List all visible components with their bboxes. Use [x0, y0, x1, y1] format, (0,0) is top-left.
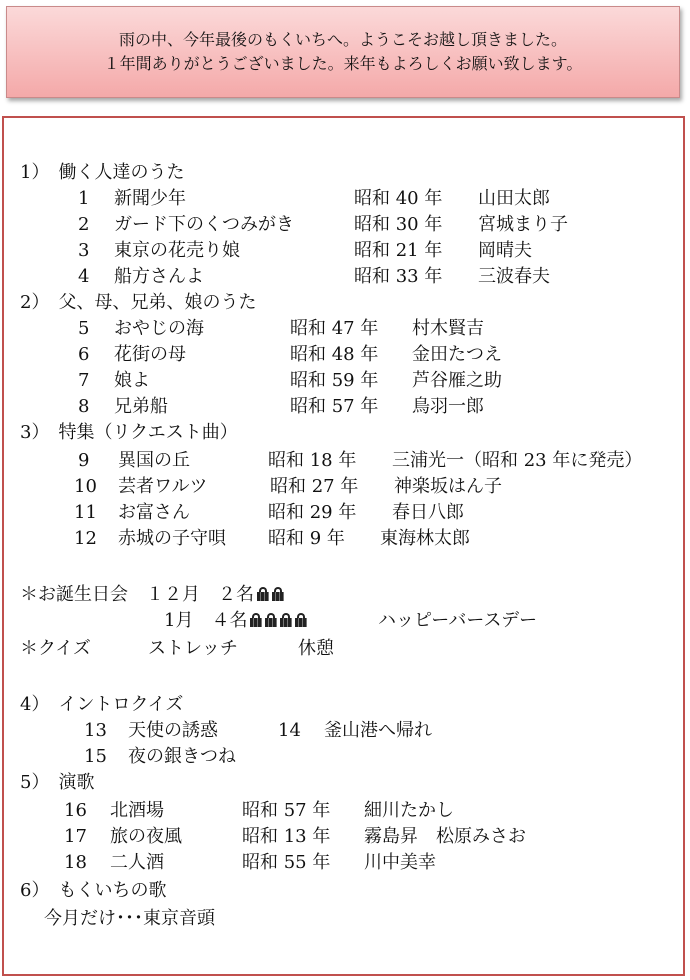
song-title: 芸者ワルツ — [118, 476, 208, 497]
song-year: 昭和 9 年 — [268, 528, 345, 549]
song-title: 天使の誘惑 — [128, 720, 218, 741]
song-title: 花街の母 — [114, 344, 186, 365]
song-number: 9 — [78, 450, 90, 471]
song-title: ガード下のくつみがき — [114, 214, 294, 235]
song-number: 5 — [78, 318, 90, 339]
song-title: 異国の丘 — [118, 450, 190, 471]
song-title: 東京の花売り娘 — [114, 240, 240, 261]
greeting-line-1: 雨の中、今年最後のもくいちへ。ようこそお越し頂きました。 — [118, 30, 567, 49]
song-year: 昭和 57 年 — [242, 800, 331, 821]
section-heading: 3） 特集（リクエスト曲） — [20, 422, 238, 443]
song-number: 12 — [74, 528, 97, 549]
song-title: 夜の銀きつね — [128, 746, 236, 767]
song-title: 娘よ — [114, 370, 150, 391]
song-title: 新聞少年 — [114, 188, 186, 209]
song-artist: 三浦光一（昭和 23 年に発売） — [392, 450, 643, 471]
program-panel — [2, 116, 685, 976]
song-number: 16 — [64, 800, 87, 821]
song-title: 北酒場 — [110, 800, 164, 821]
gift-icon — [264, 612, 278, 628]
break-label: 休憩 — [298, 638, 334, 659]
greeting-banner — [6, 6, 680, 98]
song-title: 釜山港へ帰れ — [324, 720, 432, 741]
song-artist: 霧島昇 松原みさお — [364, 826, 526, 847]
song-title: 二人酒 — [110, 852, 164, 873]
song-year: 昭和 47 年 — [290, 318, 379, 339]
song-title: 兄弟船 — [114, 396, 168, 417]
birthday-january — [164, 608, 308, 634]
section-heading: 1） 働く人達のうた — [20, 162, 185, 183]
song-number: 1 — [78, 188, 90, 209]
song-artist: 鳥羽一郎 — [412, 396, 484, 417]
song-title: お富さん — [118, 502, 190, 523]
song-year: 昭和 59 年 — [290, 370, 379, 391]
song-year: 昭和 21 年 — [354, 240, 443, 261]
song-number: 15 — [84, 746, 107, 767]
song-title: 船方さんよ — [114, 266, 204, 287]
song-artist: 東海林太郎 — [380, 528, 470, 549]
song-title: 旅の夜風 — [110, 826, 182, 847]
song-number: 14 — [278, 720, 301, 741]
quiz-label: ＊クイズ — [20, 638, 91, 659]
song-year: 昭和 57 年 — [290, 396, 379, 417]
song-artist: 細川たかし — [364, 800, 454, 821]
song-number: 18 — [64, 852, 87, 873]
song-title: おやじの海 — [114, 318, 204, 339]
song-title: 赤城の子守唄 — [118, 528, 226, 549]
closing-song: 今月だけ･･･東京音頭 — [44, 908, 215, 929]
song-number: 7 — [78, 370, 90, 391]
happy-birthday-text: ハッピーバースデー — [378, 610, 538, 631]
song-artist: 村木賢吉 — [412, 318, 484, 339]
song-artist: 山田太郎 — [478, 188, 550, 209]
gift-icon — [256, 586, 270, 602]
song-year: 昭和 33 年 — [354, 266, 443, 287]
birthday-december — [20, 582, 285, 608]
song-number: 13 — [84, 720, 107, 741]
song-artist: 川中美幸 — [364, 852, 436, 873]
song-number: 17 — [64, 826, 87, 847]
song-number: 10 — [74, 476, 97, 497]
song-number: 2 — [78, 214, 90, 235]
song-artist: 金田たつえ — [412, 344, 502, 365]
song-artist: 岡晴夫 — [478, 240, 532, 261]
song-artist: 芦谷雁之助 — [412, 370, 502, 391]
song-artist: 春日八郎 — [392, 502, 464, 523]
gift-icon — [294, 612, 308, 628]
section-heading: 6） もくいちの歌 — [20, 880, 167, 901]
gift-icon — [249, 612, 263, 628]
birthday-january-label: 1月 ４名 — [164, 610, 248, 631]
greeting-line-2: １年間ありがとうございました。来年もよろしくお願い致します。 — [103, 54, 583, 73]
gift-group — [249, 612, 308, 628]
song-number: 8 — [78, 396, 90, 417]
gift-icon — [271, 586, 285, 602]
song-year: 昭和 29 年 — [268, 502, 357, 523]
song-number: 3 — [78, 240, 90, 261]
stretch-label: ストレッチ — [148, 638, 238, 659]
song-year: 昭和 30 年 — [354, 214, 443, 235]
gift-icon — [279, 612, 293, 628]
song-number: 6 — [78, 344, 90, 365]
gift-group — [256, 586, 285, 602]
song-number: 4 — [78, 266, 90, 287]
birthday-label: ＊お誕生日会 １２月 ２名 — [20, 584, 254, 605]
song-number: 11 — [74, 502, 97, 523]
song-year: 昭和 40 年 — [354, 188, 443, 209]
section-heading: 4） イントロクイズ — [20, 694, 184, 715]
song-artist: 神楽坂はん子 — [394, 476, 502, 497]
song-year: 昭和 55 年 — [242, 852, 331, 873]
song-artist: 宮城まり子 — [478, 214, 568, 235]
song-year: 昭和 48 年 — [290, 344, 379, 365]
song-year: 昭和 18 年 — [268, 450, 357, 471]
song-year: 昭和 27 年 — [270, 476, 359, 497]
song-artist: 三波春夫 — [478, 266, 550, 287]
section-heading: 5） 演歌 — [20, 772, 95, 793]
section-heading: 2） 父、母、兄弟、娘のうた — [20, 292, 257, 313]
song-year: 昭和 13 年 — [242, 826, 331, 847]
